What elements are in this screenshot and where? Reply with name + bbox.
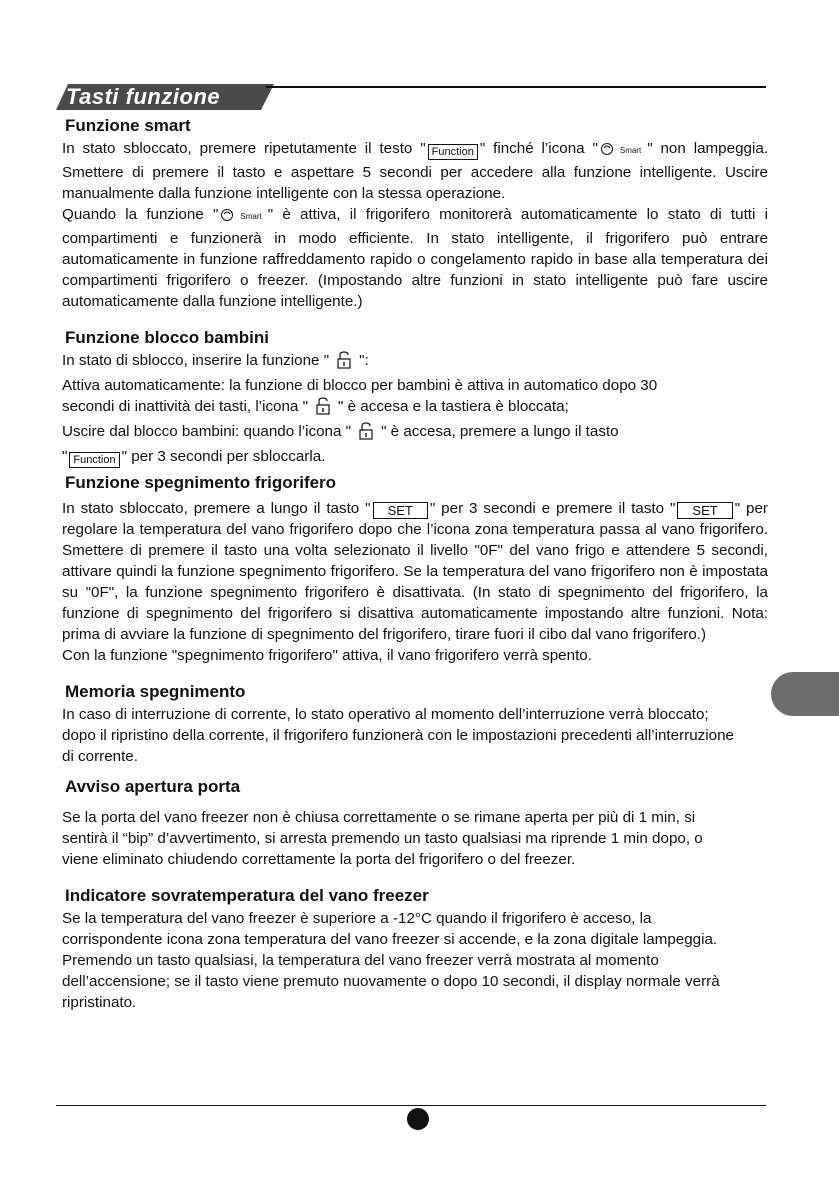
footer-divider	[56, 1105, 766, 1106]
door-paragraph: Se la porta del vano freezer non è chiusa correttamente o se rimane aperta per più di 1 min, si sentirà il “bip” d’avvertimento, si arresta premendo un tasto qualsiasi ma riprende 1 min dopo, o viene eliminato chiudendo correttamente la porta del frigorifero o del freezer.	[62, 809, 703, 868]
heading-door-alarm: Avviso apertura porta	[65, 777, 241, 796]
fridge-off-paragraph-2: Con la funzione "spegnimento frigorifero" attiva, il vano frigorifero verrà spento.	[62, 647, 592, 664]
smart-icon	[600, 141, 618, 162]
function-key-label: Function	[69, 452, 119, 468]
memory-paragraph: In caso di interruzione di corrente, lo stato operativo al momento dell’interruzione verrà bloccato; dopo il ripristino della corrente, il frigorifero funzionerà con le impostazioni precedenti all’interruzione di corrente.	[62, 706, 734, 765]
fridge-off-paragraph-1: In stato sbloccato, premere a lungo il tasto " SET " per 3 secondi e premere il tasto " SET " per regolare la temperatura del vano frigorifero dopo che l’icona zona temperatura passa al vano frigorifero. Smettere di premere il tasto una volta selezionato il livello "0F" del vano frigo e attendere 5 secondi, attivare quindi la funzione spegnimento frigorifero. Se la temperatura del vano frigorifero non è impostata su "0F", la funzione spegnimento frigorifero è disattivata. (In stato di spegnimento del frigorifero, la funzione di spegnimento del frigorifero si disattiva automaticamente impostando altre funzioni. Nota: prima di avviare la funzione di spegnimento del frigorifero, tirare fuori il cibo dal vano frigorifero.)	[62, 500, 768, 643]
lock-icon	[316, 397, 330, 421]
overtemp-paragraph: Se la temperatura del vano freezer è superiore a -12°C quando il frigorifero è acceso, la corrispondente icona zona temperatura del vano freezer si accende, e la zona digitale lampeggia. Premendo un tasto qualsiasi, la temperatura del vano freezer verrà mostrata al momento dell’accensione; se il tasto viene premuto nuovamente o dopo 10 secondi, il display normale verrà ripristinato.	[62, 910, 720, 1011]
heading-smart: Funzione smart	[65, 116, 191, 135]
page-title: Tasti funzione	[66, 84, 221, 109]
side-thumb-tab	[771, 672, 839, 716]
set-key-label: SET	[677, 502, 732, 519]
function-key-label: Function	[428, 144, 478, 160]
child-lock-line-1: In stato di sblocco, inserire la funzione " ":	[62, 350, 768, 375]
set-key-label: SET	[373, 502, 428, 519]
smart-paragraph-2: Quando la funzione " Smart " è attiva, il frigorifero monitorerà automaticamente lo stato di tutti i compartimenti e funzionerà in modo efficiente. In stato intelligente, il frigorifero può entrare automaticamente in funzione raffreddamento rapido o congelamento rapido in base alla temperatura dei compartimenti frigorifero o freezer. (Impostando altre funzioni in stato intelligente può fare uscire automaticamente dalla funzione intelligente.)	[62, 206, 769, 310]
child-lock-line-2: Attiva automaticamente: la funzione di blocco per bambini è attiva in automatico dopo 30	[62, 377, 658, 394]
smart-icon	[220, 207, 238, 228]
heading-child-lock: Funzione blocco bambini	[65, 328, 269, 347]
heading-memory: Memoria spegnimento	[65, 682, 246, 701]
heading-overtemp: Indicatore sovratemperatura del vano freezer	[65, 886, 429, 905]
child-lock-line-4: Uscire dal blocco bambini: quando l’icona " " è accesa, premere a lungo il tasto	[62, 421, 768, 446]
child-lock-line-5: " Function " per 3 secondi per sbloccarla.	[62, 448, 326, 466]
smart-paragraph-1: In stato sbloccato, premere ripetutamente il testo " Function " finché l’icona " Smart " non lampeggia. Smettere di premere il tasto e aspettare 5 secondi per accedere alla funzione intelligente. Uscire manualmente dalla funzione intelligente con la stessa operazione.	[62, 140, 768, 202]
page-number-marker	[407, 1108, 429, 1130]
lock-icon	[337, 351, 351, 375]
child-lock-line-3: secondi di inattività dei tasti, l’icona " " è accesa e la tastiera è bloccata;	[62, 396, 768, 421]
document-body	[62, 114, 768, 1013]
heading-fridge-off: Funzione spegnimento frigorifero	[65, 473, 337, 492]
lock-icon	[359, 422, 373, 446]
